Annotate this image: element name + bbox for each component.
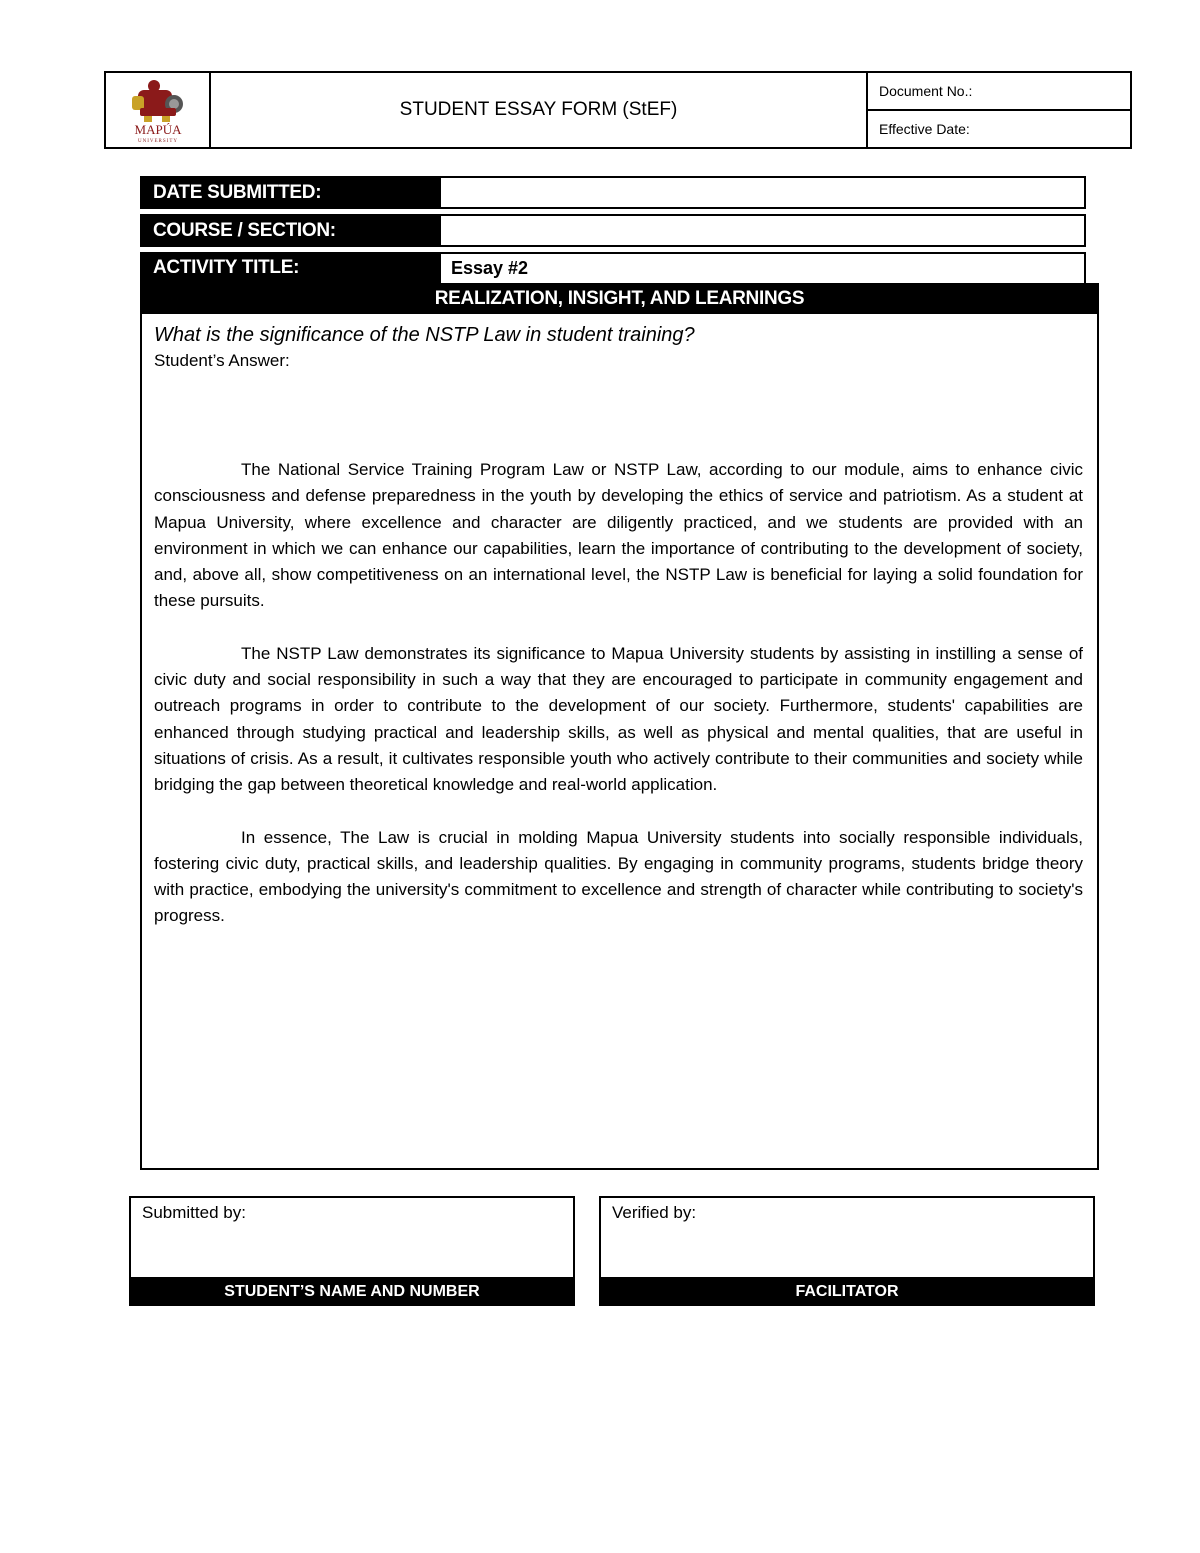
verified-by-box bbox=[599, 1196, 1095, 1306]
logo-cell bbox=[106, 73, 211, 147]
form-header bbox=[104, 71, 1132, 149]
verified-by-label[interactable]: Verified by: bbox=[599, 1196, 1095, 1277]
course-section-label: COURSE / SECTION: bbox=[140, 214, 441, 247]
essay-box bbox=[140, 314, 1099, 1170]
activity-title-field[interactable]: Essay #2 bbox=[441, 252, 1086, 283]
essay-paragraph: In essence, The Law is crucial in molding Mapua University students into socially responsible individuals, fostering civic duty, practical skills, and leadership qualities. By engaging in community programs, students bridge theory with practice, embodying the university's commitment to excellence and strength of character while contributing to society's progress. bbox=[154, 827, 1083, 926]
logo-text: MAPÚA bbox=[134, 122, 181, 137]
date-submitted-row bbox=[140, 176, 1086, 209]
effective-date-label: Effective Date: bbox=[868, 109, 1130, 147]
activity-title-row bbox=[140, 252, 1086, 283]
document-meta bbox=[868, 73, 1130, 147]
essay-question: What is the significance of the NSTP Law in student training? bbox=[154, 324, 695, 346]
answer-label: Student’s Answer: bbox=[154, 351, 290, 370]
submitted-by-box bbox=[129, 1196, 575, 1306]
student-name-bar: STUDENT’S NAME AND NUMBER bbox=[129, 1277, 575, 1306]
form-title: STUDENT ESSAY FORM (StEF) bbox=[211, 73, 868, 147]
section-title: REALIZATION, INSIGHT, AND LEARNINGS bbox=[140, 283, 1099, 314]
activity-title-label: ACTIVITY TITLE: bbox=[140, 252, 441, 283]
essay-paragraph: The NSTP Law demonstrates its significance to Mapua University students by assisting in instilling a sense of civic duty and social responsibility in such a way that they are encouraged to participate in community engagement and outreach programs in order to contribute to the development of our society. Furthermore, students' capabilities are enhanced through studying practical and leadership skills, as well as physical and mental qualities, that are useful in situations of crisis. As a result, it cultivates responsible youth who actively contribute to their communities and society while bridging the gap between theoretical knowledge and real-world application. bbox=[154, 643, 1083, 795]
document-no-label: Document No.: bbox=[879, 83, 973, 99]
essay-paragraph: The National Service Training Program Law or NSTP Law, according to our module, aims to enhance civic consciousness and defense preparedness in the youth by developing the ethics of service and patriotism. As a student at Mapua University, where excellence and character are diligently practiced, and we students are provided with an environment in which we can enhance our capabilities, learn the importance of contributing to the development of society, and, above all, show competitiveness on an international level, the NSTP Law is beneficial for laying a solid foundation for these pursuits. bbox=[154, 460, 1083, 611]
submitted-by-label[interactable]: Submitted by: bbox=[129, 1196, 575, 1277]
date-submitted-label: DATE SUBMITTED: bbox=[140, 176, 441, 209]
facilitator-bar: FACILITATOR bbox=[599, 1277, 1095, 1306]
logo-subtext: UNIVERSITY bbox=[137, 139, 178, 144]
date-submitted-field[interactable] bbox=[441, 176, 1086, 209]
course-section-field[interactable] bbox=[441, 214, 1086, 247]
university-logo bbox=[126, 76, 190, 144]
essay-answer[interactable] bbox=[154, 457, 1083, 930]
course-section-row bbox=[140, 214, 1086, 247]
